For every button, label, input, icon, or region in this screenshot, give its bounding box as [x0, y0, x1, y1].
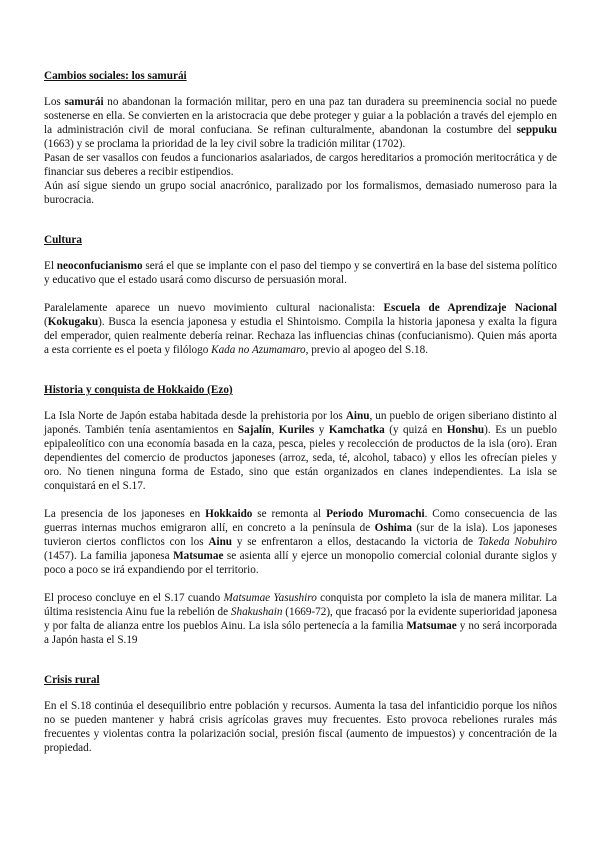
- section-heading: Cultura: [44, 234, 82, 246]
- paragraph: [44, 409, 557, 493]
- bold-term: Oshima: [374, 522, 412, 534]
- section-cambios-sociales-los-samurai: [44, 69, 557, 207]
- text-run: y: [314, 424, 329, 436]
- document-body: [44, 69, 557, 755]
- bold-term: Ainu: [345, 410, 370, 422]
- section-crisis-rural: [44, 673, 557, 755]
- text-run: se asienta allí y ejerce un monopolio comercial colonial durante siglos y poco a poco se irá expandiendo por el territorio.: [44, 550, 557, 576]
- section-heading: Historia y conquista de Hokkaido (Ezo): [44, 384, 233, 396]
- paragraph: [44, 699, 557, 755]
- text-run: (1457). La familia japonesa: [44, 550, 174, 562]
- paragraph-gap: [44, 287, 557, 301]
- bold-term: Escuela de Aprendizaje Nacional: [383, 302, 557, 314]
- text-run: conquista por completo la isla de manera militar. La última resistencia Ainu fue la rebelión de: [44, 592, 558, 618]
- text-run: no abandonan la formación militar, pero en una paz tan duradera su preeminencia social no puede sostenerse en ella. Se convierten en la aristocracia que debe proteger y guiar a la población a través del ejemplo en la administración civil de moral confuciana. Se refinan culturalmente, abandonan la costumbre del: [44, 96, 557, 136]
- paragraph: [44, 301, 557, 357]
- bold-term: Ainu: [208, 536, 233, 548]
- italic-name: Kada no Azumamaro: [211, 344, 306, 356]
- paragraph-gap: [44, 577, 557, 591]
- paragraph: [44, 95, 557, 151]
- text-run: . Como consecuencia de las guerras internas muchos emigraron allí, en concreto a la península de: [44, 508, 557, 534]
- text-run: La Isla Norte de Japón estaba habitada desde la prehistoria por los: [44, 410, 346, 422]
- text-run: Los: [44, 96, 65, 108]
- bold-term: Kuriles: [278, 424, 315, 436]
- text-run: se remonta al: [252, 508, 327, 520]
- text-run: ). Es un pueblo epipaleolítico con una economía basada en la caza, pesca, pieles y recolección de productos de la isla (oro). Eran dependientes del comercio de productos japoneses (arroz, seda, té, alcohol, tabaco) y ellos les ofrecían pieles y oro. No tienen ninguna forma de Estado, sino que están organizados en clanes independientes. La isla se conquistará en el S.17.: [44, 424, 558, 492]
- text-run: En el S.18 continúa el desequilibrio entre población y recursos. Aumenta la tasa del infanticidio porque los niños no se pueden mantener y habrá crisis agrícolas graves muy frecuentes. Esto provoca rebeliones rurales más frecuentes y violentas contra la polarización social, presión fiscal (aumento de impuestos) y concentración de la propiedad.: [44, 700, 557, 754]
- bold-term: Kamchatka: [328, 424, 385, 436]
- italic-name: Shakushain: [230, 606, 283, 618]
- text-run: y no será incorporada a Japón hasta el S.19: [44, 620, 557, 646]
- paragraph: [44, 179, 557, 207]
- section-heading: Cambios sociales: los samurái: [44, 70, 187, 82]
- text-run: Aún así sigue siendo un grupo social anacrónico, paralizado por los formalismos, demasiado numeroso para la burocracia.: [44, 180, 557, 206]
- bold-term: Periodo Muromachi: [326, 508, 425, 520]
- section-cultura: [44, 233, 557, 357]
- section-heading: Crisis rural: [44, 674, 100, 686]
- text-run: , un pueblo de origen siberiano distinto al japonés. También tenía asentamientos en: [44, 410, 557, 436]
- text-run: (sur de la isla). Los japoneses tuvieron ciertos conflictos con los: [44, 522, 557, 548]
- text-run: El proceso concluye en el S.17 cuando: [44, 592, 224, 604]
- italic-name: Matsumae Yasushiro: [223, 592, 317, 604]
- section-gap: [44, 647, 557, 673]
- text-run: La presencia de los japoneses en: [44, 508, 206, 520]
- bold-term: Matsumae: [406, 620, 457, 632]
- text-run: El: [44, 260, 57, 272]
- paragraph: [44, 591, 557, 647]
- text-run: , previo al apogeo del S.18.: [305, 344, 429, 356]
- bold-term: Honshu: [446, 424, 485, 436]
- section-gap: [44, 357, 557, 383]
- text-run: (: [44, 316, 48, 328]
- bold-term: samurái: [64, 96, 104, 108]
- paragraph: [44, 151, 557, 179]
- text-run: (1663) y se proclama la prioridad de la ley civil sobre la tradición militar (1702).: [44, 138, 406, 150]
- paragraph: [44, 507, 557, 577]
- text-run: será el que se implante con el paso del tiempo y se convertirá en la base del sistema político y educativo que el estado usará como discurso de persuasión moral.: [44, 260, 557, 286]
- bold-term: Kokugaku: [47, 316, 99, 328]
- bold-term: Hokkaido: [205, 508, 253, 520]
- bold-term: Sajalín: [237, 424, 272, 436]
- bold-term: Matsumae: [173, 550, 224, 562]
- text-run: Pasan de ser vasallos con feudos a funcionarios asalariados, de cargos hereditarios a promoción meritocrática y de financiar sus deberes a recibir estipendios.: [44, 152, 557, 178]
- text-run: ). Busca la esencia japonesa y estudia el Shintoismo. Compila la historia japonesa y exalta la figura del emperador, quien realmente debería reinar. Rechaza las influencias chinas (confucianismo). Quien más aporta a esta corriente es el poeta y filólogo: [44, 316, 557, 356]
- paragraph-gap: [44, 493, 557, 507]
- paragraph: [44, 259, 557, 287]
- bold-term: seppuku: [516, 124, 557, 136]
- text-run: ,: [271, 424, 279, 436]
- text-run: y se enfrentaron a ellos, destacando la victoria de: [232, 536, 478, 548]
- section-historia-y-conquista-de-hokkaido-ezo: [44, 383, 557, 647]
- text-run: Paralelamente aparece un nuevo movimiento cultural nacionalista:: [44, 302, 384, 314]
- text-run: (1669-72), que fracasó por la evidente superioridad japonesa y por falta de alianza entre los pueblos Ainu. La isla sólo pertenecía a la familia: [44, 606, 557, 632]
- bold-term: neoconfucianismo: [56, 260, 143, 272]
- text-run: (y quizá en: [384, 424, 447, 436]
- section-gap: [44, 207, 557, 233]
- italic-name: Takeda Nobuhiro: [477, 536, 557, 548]
